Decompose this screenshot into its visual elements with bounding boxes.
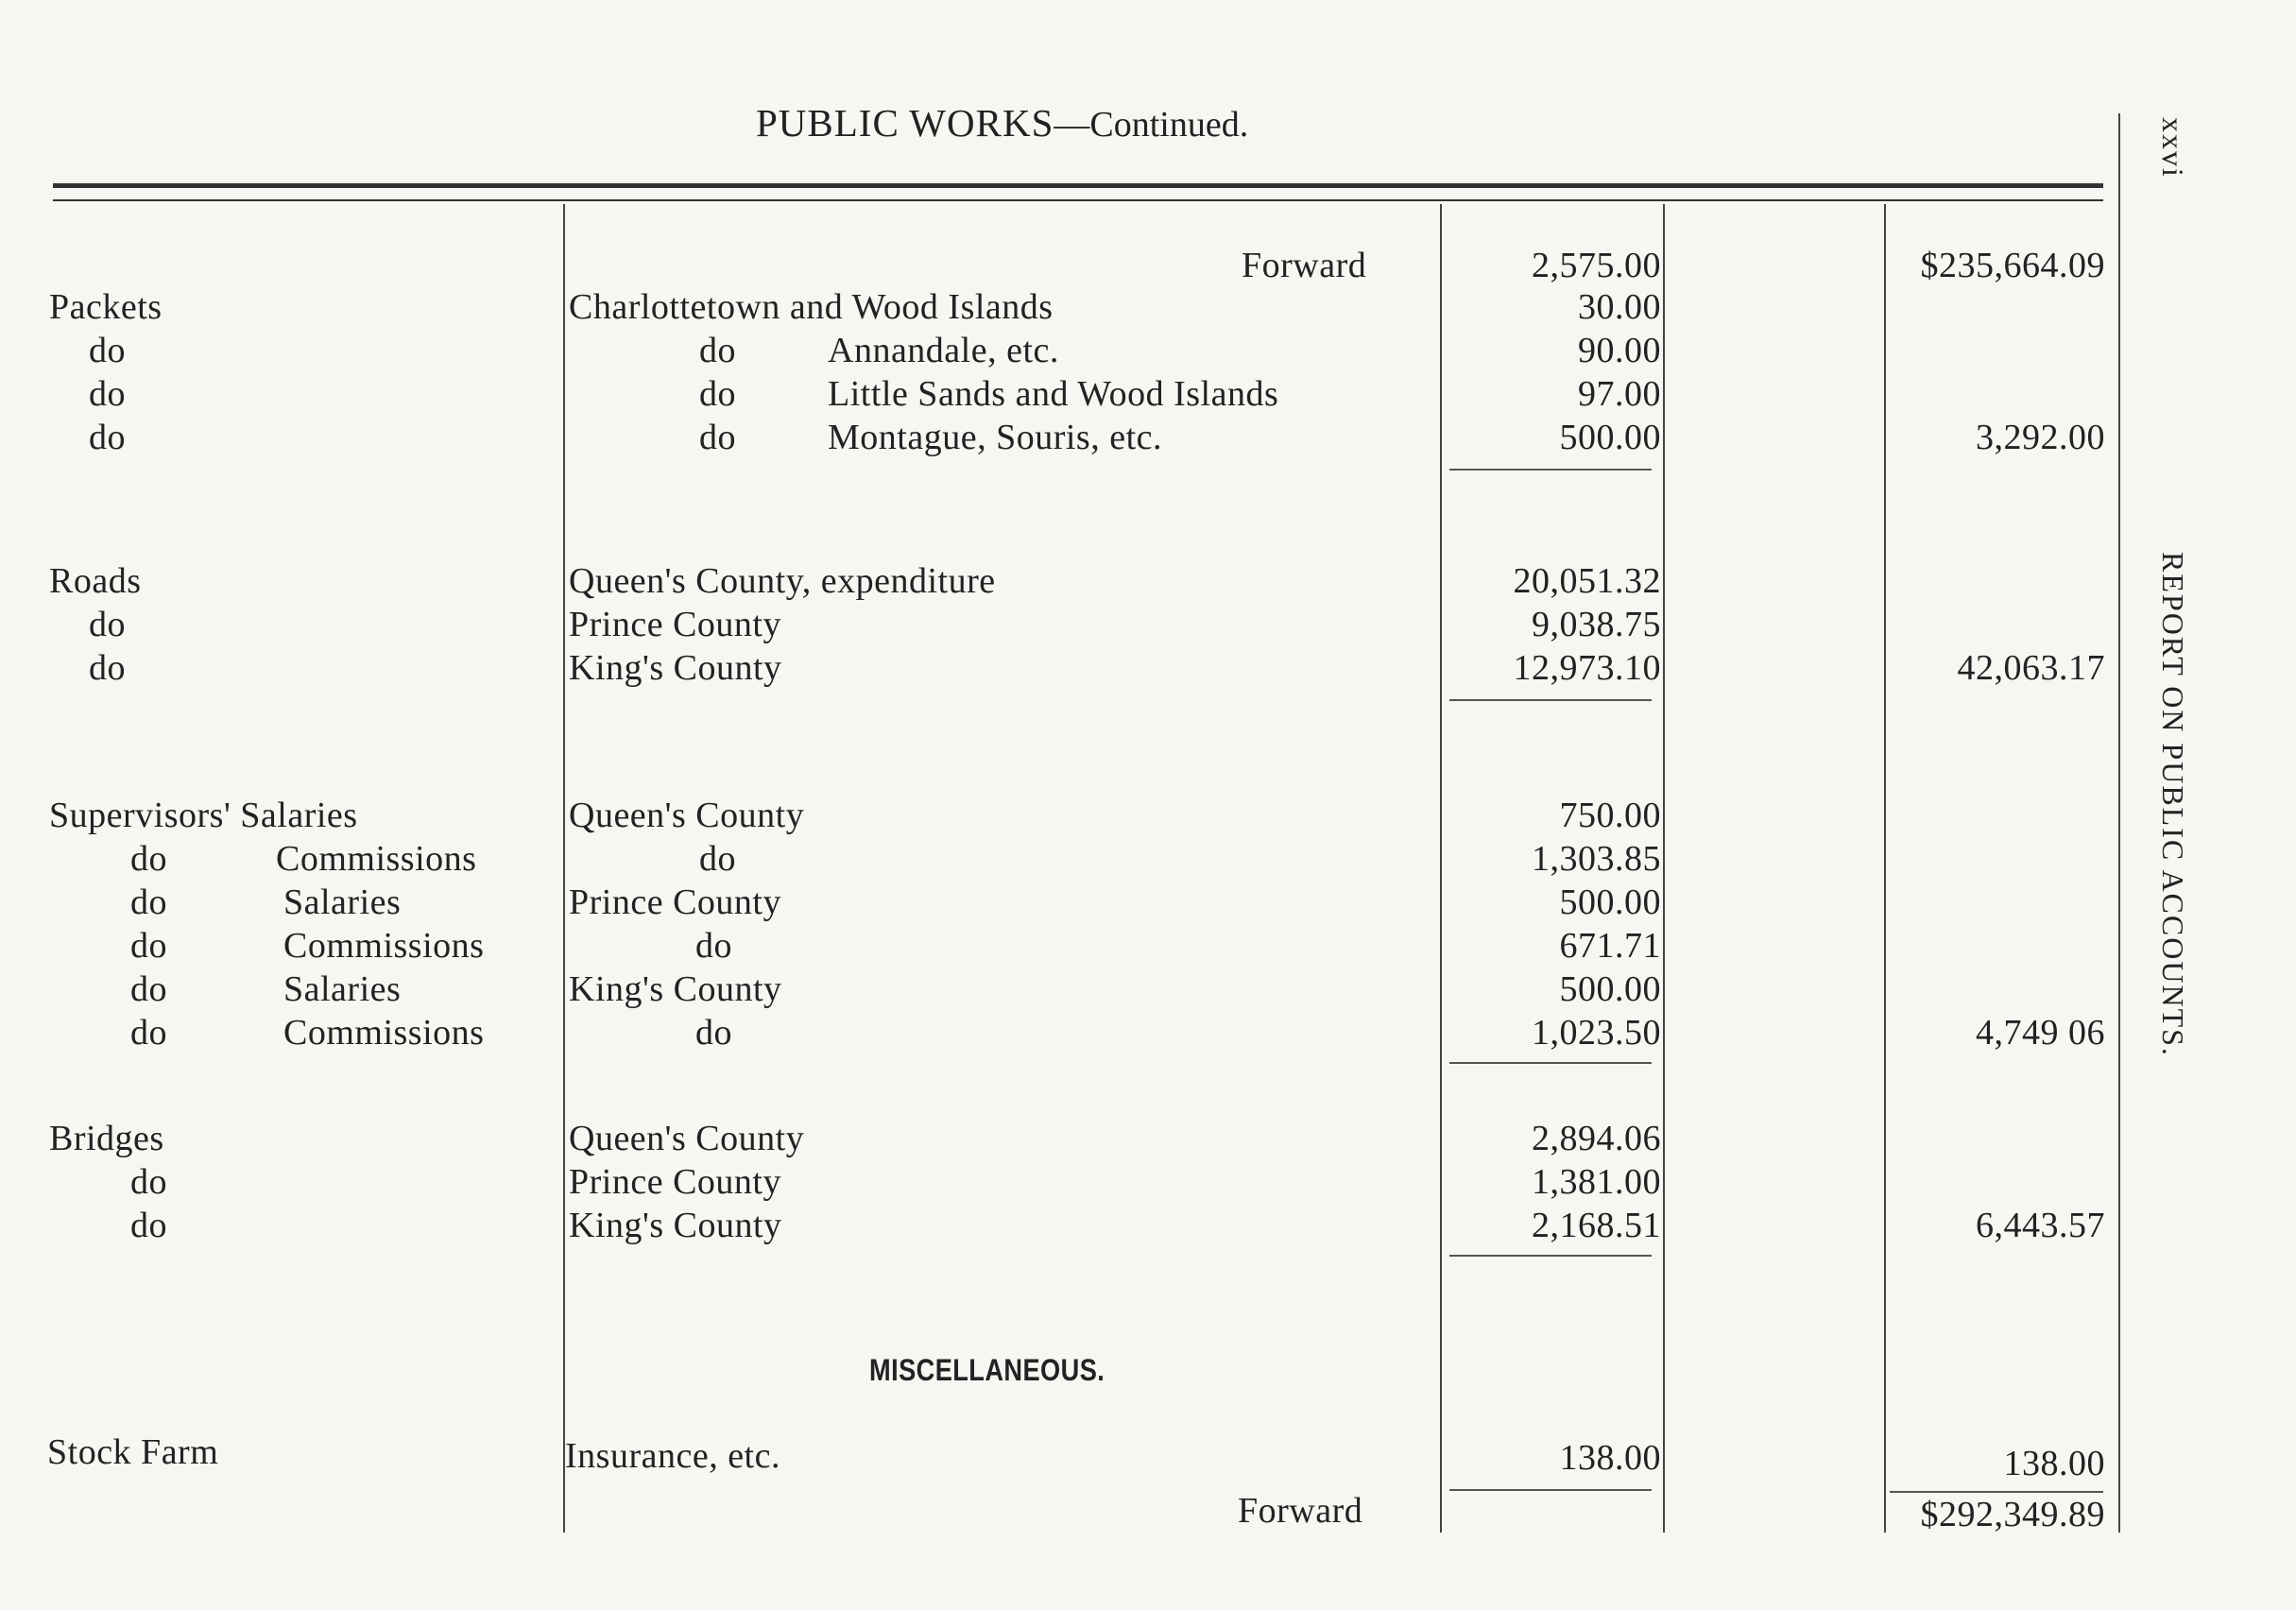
bridges-county: Prince County xyxy=(569,1162,781,1202)
supervisors-item: Salaries xyxy=(283,882,402,922)
supervisors-county: Queen's County xyxy=(569,796,805,835)
supervisors-amount: 750.00 xyxy=(1559,796,1661,835)
ditto-mark: do xyxy=(699,418,736,457)
column-divider-4 xyxy=(1884,204,1886,1533)
supervisors-amount: 1,023.50 xyxy=(1532,1013,1661,1053)
misc-heading: MISCELLANEOUS. xyxy=(869,1353,1105,1387)
packets-route: Annandale, etc. xyxy=(828,331,1059,370)
bridges-amount: 2,168.51 xyxy=(1532,1206,1661,1245)
ditto-mark: do xyxy=(89,418,126,457)
column-divider-5 xyxy=(2118,113,2120,1533)
ditto-mark: do xyxy=(89,605,126,644)
supervisors-item: Salaries xyxy=(283,969,402,1009)
supervisors-label: Supervisors' Salaries xyxy=(49,796,358,835)
forward-total-top: $235,664.09 xyxy=(1920,246,2105,285)
subtotal-rule xyxy=(1449,1489,1652,1491)
roads-label: Roads xyxy=(49,561,142,601)
column-divider-3 xyxy=(1663,204,1665,1533)
packets-label: Packets xyxy=(49,287,163,327)
title-main: PUBLIC WORKS xyxy=(756,101,1054,145)
ditto-mark: do xyxy=(130,1206,167,1245)
ditto-mark: do xyxy=(130,1013,167,1053)
ditto-mark: do xyxy=(695,926,732,966)
packets-amount: 97.00 xyxy=(1578,374,1661,414)
supervisors-county: King's County xyxy=(569,969,782,1009)
forward-label-bottom: Forward xyxy=(1238,1491,1363,1531)
stock-farm-total: 138.00 xyxy=(2003,1444,2105,1483)
running-title: REPORT ON PUBLIC ACCOUNTS. xyxy=(2156,552,2190,1057)
roads-amount: 20,051.32 xyxy=(1513,561,1661,601)
subtotal-rule xyxy=(1449,1255,1652,1257)
ditto-mark: do xyxy=(89,648,126,688)
supervisors-county: Prince County xyxy=(569,882,781,922)
ditto-mark: do xyxy=(130,1162,167,1202)
ditto-mark: do xyxy=(130,882,167,922)
supervisors-amount: 500.00 xyxy=(1559,969,1661,1009)
roads-county: Prince County xyxy=(569,605,781,644)
ditto-mark: do xyxy=(699,839,736,879)
roads-amount: 9,038.75 xyxy=(1532,605,1661,644)
page-title xyxy=(756,100,1248,146)
supervisors-item: Commissions xyxy=(276,839,477,879)
forward-label-top: Forward xyxy=(1242,246,1367,285)
header-rule-thin xyxy=(53,199,2103,201)
column-divider-1 xyxy=(563,204,565,1533)
supervisors-item: Commissions xyxy=(283,1013,485,1053)
packets-route: Charlottetown and Wood Islands xyxy=(569,287,1054,327)
roads-county: King's County xyxy=(569,648,782,688)
supervisors-amount: 1,303.85 xyxy=(1532,839,1661,879)
ditto-mark: do xyxy=(89,374,126,414)
stock-farm-label: Stock Farm xyxy=(47,1432,219,1472)
subtotal-rule xyxy=(1449,1062,1652,1064)
supervisors-total: 4,749 06 xyxy=(1976,1013,2105,1053)
packets-amount: 500.00 xyxy=(1559,418,1661,457)
bridges-amount: 1,381.00 xyxy=(1532,1162,1661,1202)
ditto-mark: do xyxy=(89,331,126,370)
ditto-mark: do xyxy=(130,969,167,1009)
stock-farm-amount: 138.00 xyxy=(1559,1438,1661,1478)
forward-amount-top: 2,575.00 xyxy=(1532,246,1661,285)
bridges-amount: 2,894.06 xyxy=(1532,1119,1661,1158)
bridges-county: King's County xyxy=(569,1206,782,1245)
ditto-mark: do xyxy=(695,1013,732,1053)
bridges-label: Bridges xyxy=(49,1119,164,1158)
supervisors-amount: 500.00 xyxy=(1559,882,1661,922)
packets-total: 3,292.00 xyxy=(1976,418,2105,457)
supervisors-amount: 671.71 xyxy=(1559,926,1661,966)
page-number: xxvi xyxy=(2156,117,2190,179)
ditto-mark: do xyxy=(699,331,736,370)
forward-total-bottom: $292,349.89 xyxy=(1920,1495,2105,1534)
packets-route: Little Sands and Wood Islands xyxy=(828,374,1279,414)
title-suffix: —Continued. xyxy=(1054,105,1249,145)
header-rule-thick xyxy=(53,183,2103,188)
subtotal-rule xyxy=(1449,699,1652,701)
ditto-mark: do xyxy=(699,374,736,414)
ditto-mark: do xyxy=(130,926,167,966)
roads-total: 42,063.17 xyxy=(1957,648,2105,688)
packets-amount: 90.00 xyxy=(1578,331,1661,370)
packets-amount: 30.00 xyxy=(1578,287,1661,327)
packets-route: Montague, Souris, etc. xyxy=(828,418,1163,457)
bridges-county: Queen's County xyxy=(569,1119,805,1158)
supervisors-item: Commissions xyxy=(283,926,485,966)
roads-county: Queen's County, expenditure xyxy=(569,561,996,601)
ditto-mark: do xyxy=(130,839,167,879)
subtotal-rule xyxy=(1449,469,1652,471)
stock-farm-item: Insurance, etc. xyxy=(565,1436,780,1476)
bridges-total: 6,443.57 xyxy=(1976,1206,2105,1245)
roads-amount: 12,973.10 xyxy=(1513,648,1661,688)
